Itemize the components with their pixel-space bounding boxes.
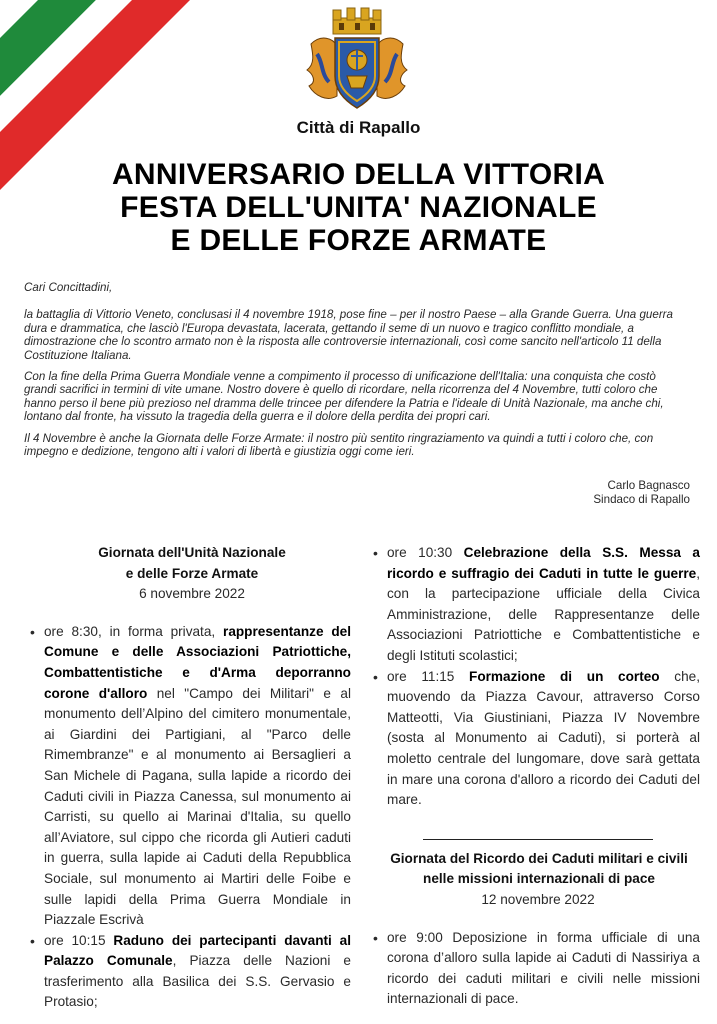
event-description: , Piazza delle Nazioni e trasferimento alla Basilica dei S.S. Gervasio e Protasio; — [44, 953, 351, 1010]
page-title — [20, 158, 697, 257]
event-list — [373, 928, 700, 1010]
bullet-icon: • — [30, 623, 35, 640]
letter-greeting: Cari Concittadini, — [24, 281, 113, 294]
list-item — [30, 622, 351, 931]
title-line-3: E DELLE FORZE ARMATE — [170, 224, 547, 257]
event-description: che, muovendo da Piazza Cavour, attraverso Corso Matteotti, Via Giustiniani, Piazza IV Novembre (sosta al Monumento ai Caduti), si porterà al moletto centrale del lungomare, dove sarà gettata in mare una corona d'alloro a ricordo dei Caduti del mare. — [387, 668, 700, 808]
program-column-right — [373, 543, 700, 1010]
section-title — [33, 543, 351, 584]
letter-paragraph-1: la battaglia di Vittorio Veneto, conclusasi il 4 novembre 1918, pose fine – per il nostro Paese – alla Grande Guerra. Una guerra dura e drammatica, che lasciò l'Europa devastata, lacerata, gettando il seme di un nuovo e tragico conflitto mondiale, a dimostrazione che lo scontro armato non è la risposta alle controversie internazionali, così come sancito nell'articolo 11 della Costituzione Italiana. — [24, 308, 673, 362]
signature — [593, 479, 690, 507]
list-item — [373, 928, 700, 1010]
bullet-icon: • — [373, 929, 378, 946]
event-time: ore 10:30 — [387, 545, 464, 560]
event-highlight: Formazione di un corteo — [469, 668, 660, 684]
rapallo-crest-icon — [303, 4, 411, 118]
section-title-line: Giornata del Ricordo dei Caduti militari e civili — [390, 850, 688, 866]
city-name: Città di Rapallo — [296, 118, 421, 137]
signature-role: Sindaco di Rapallo — [593, 493, 690, 506]
bullet-icon: • — [373, 545, 378, 561]
section-title — [366, 849, 712, 890]
section-title-line: e delle Forze Armate — [125, 565, 259, 581]
bullet-icon: • — [30, 932, 35, 949]
section-date: 6 novembre 2022 — [139, 586, 245, 602]
signature-name: Carlo Bagnasco — [607, 479, 690, 492]
list-item — [30, 931, 351, 1013]
event-list — [30, 622, 351, 1013]
section-title-line: Giornata dell'Unità Nazionale — [98, 545, 286, 560]
section-date: 12 novembre 2022 — [481, 891, 595, 907]
event-description: ore 9:00 Deposizione in forma ufficiale di una corona d’alloro sulla lapide ai Caduti di Nassiriya a ricordo dei caduti militari e civili nelle missioni internazionali di pace. — [387, 929, 700, 1007]
section-divider — [423, 839, 653, 840]
title-line-2: FESTA DELL'UNITA' NAZIONALE — [120, 191, 597, 224]
letter-paragraph-2: Con la fine della Prima Guerra Mondiale venne a compimento il processo di unificazione dell'Italia: una conquista che costò grandi sacrifici in termini di vite umane. Nostro dovere è quello di ricordare, nella ricorrenza del 4 Novembre, tutti coloro che hanno perso il bene più prezioso nel dramma delle trincee per difendere la Patria e l'ideale di Unità Nazionale, ma anche chi, lontano dal fronte, ha vissuto la tragedia della guerra e il dolore della perdita dei propri cari. — [24, 370, 664, 424]
list-item — [373, 543, 700, 667]
event-time: ore 11:15 — [387, 668, 470, 684]
bullet-icon: • — [373, 668, 378, 685]
event-highlight: Celebrazione della S.S. Messa a ricordo e suffragio dei Caduti in tutte le guerre — [387, 545, 700, 581]
list-item — [373, 667, 700, 811]
program-column-left — [30, 543, 351, 1013]
event-highlight: Raduno dei partecipanti davanti al Palazzo Comunale — [44, 932, 351, 969]
section-title-line: nelle missioni internazionali di pace — [423, 871, 655, 887]
title-line-1: ANNIVERSARIO DELLA VITTORIA — [111, 158, 606, 191]
event-time: ore 8:30, in forma privata, — [44, 623, 224, 639]
event-highlight: rappresentanze del Comune e delle Associazioni Patriottiche, Combattentistiche e d'Arma deporranno corone d'alloro — [44, 623, 351, 701]
letter-paragraph-3: Il 4 Novembre è anche la Giornata delle Forze Armate: il nostro più sentito ringraziamento va quindi a tutti i coloro che, con impegno e dedizione, tengono alti i valori di libertà e giustizia oggi come ieri. — [24, 431, 654, 459]
mayor-letter — [24, 281, 690, 466]
event-list — [373, 543, 700, 811]
event-description: , con la partecipazione ufficiale della Civica Amministrazione, delle Rappresentanze delle Associazioni Patriottiche e Combattentistiche e degli Istituti scolastici; — [387, 565, 700, 663]
event-time: ore 10:15 — [44, 932, 114, 948]
event-description: nel "Campo dei Militari" e al monumento dell’Alpino del cimitero monumentale, ai Giardini dei Partigiani, al "Parco delle Rimembranze" e al monumento ai Bersaglieri a San Michele di Pagana, sulla lapide a ricordo dei Caduti civili in Piazza Canessa, sul monumento ai Carristi, su quello ai Marinai d'Italia, su quello all’Aviatore, sul cippo che ricorda gli Autieri caduti in guerra, sulla lapide ai Caduti della Repubblica Sociale, sul monumento ai Martiri delle Foibe e sulle lapidi della Prima Guerra Mondiale in Piazzale Escrivà — [44, 685, 351, 928]
